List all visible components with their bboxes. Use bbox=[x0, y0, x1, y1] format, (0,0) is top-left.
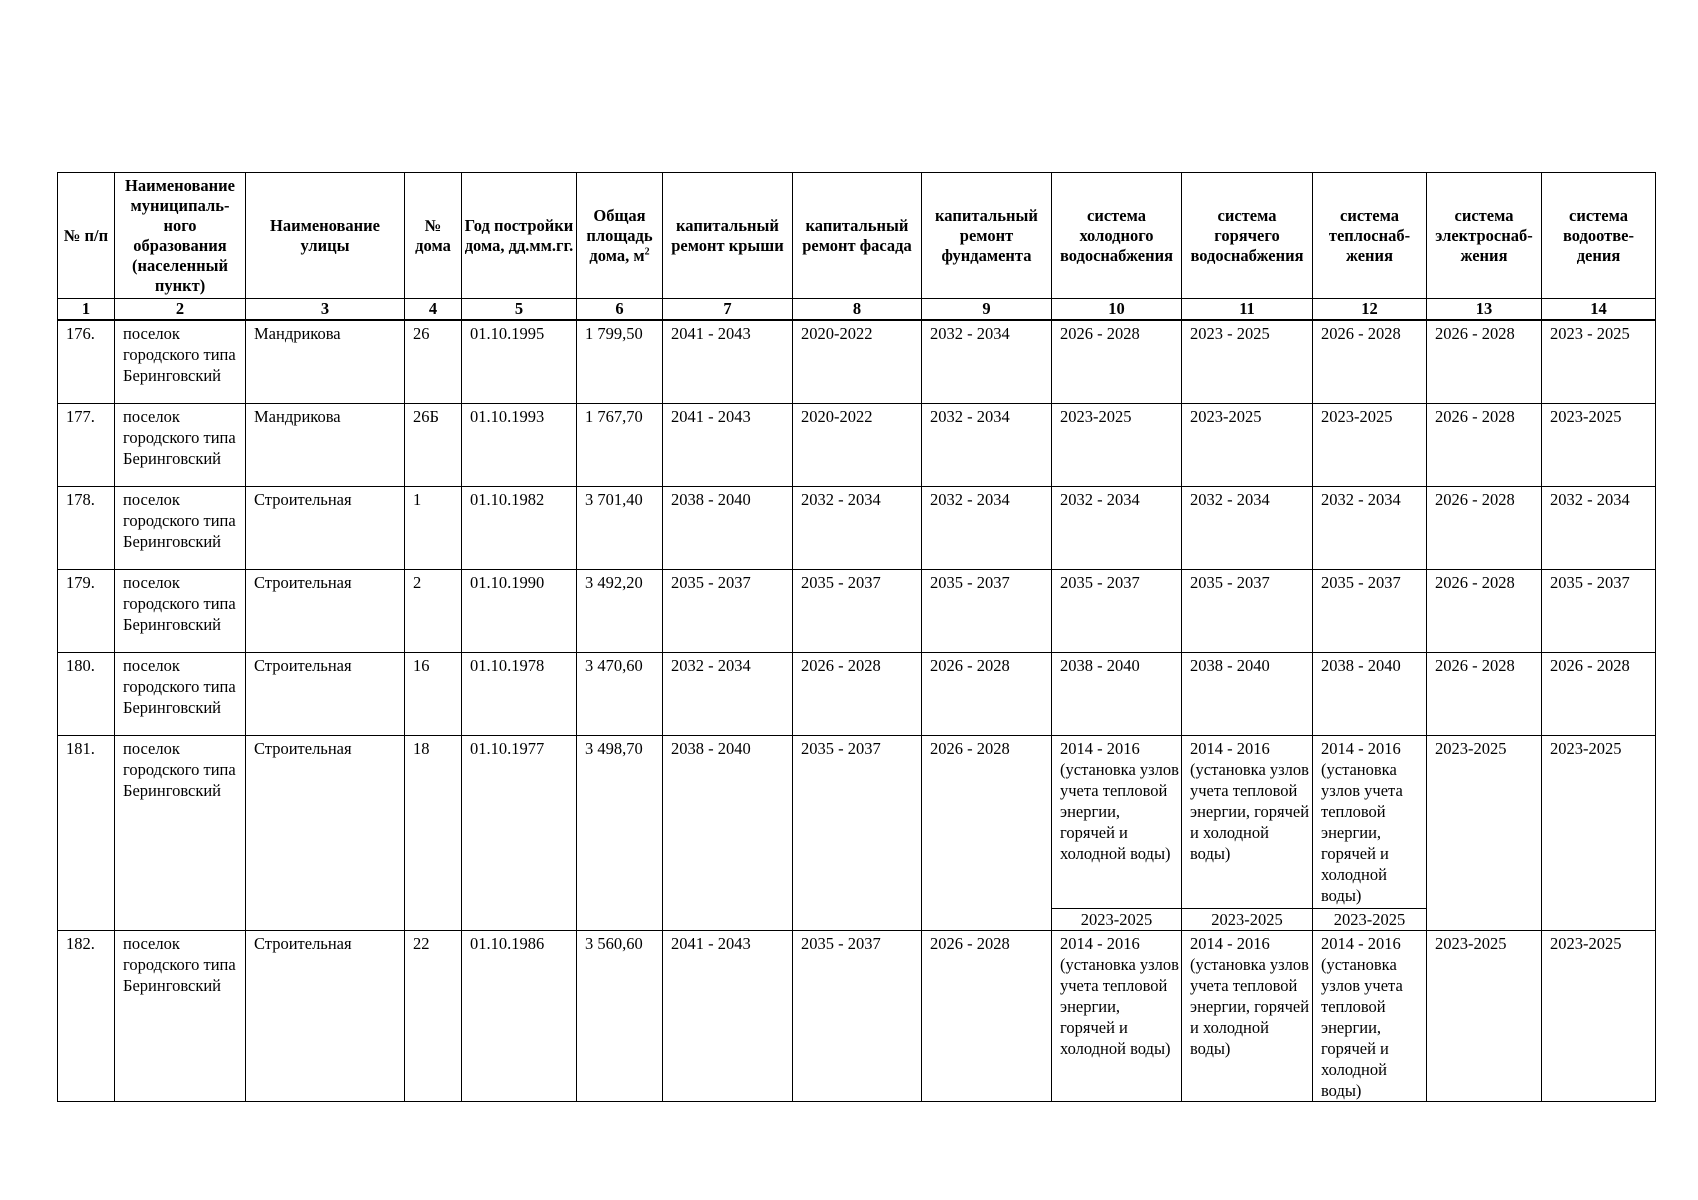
column-number: 2 bbox=[115, 299, 246, 321]
cell-cold-water-2: 2023-2025 bbox=[1052, 909, 1182, 931]
header-facade: капитальный ремонт фасада bbox=[793, 173, 922, 299]
cell-electricity: 2026 - 2028 bbox=[1427, 653, 1542, 736]
cell-heating: 2026 - 2028 bbox=[1313, 320, 1427, 404]
cell-electricity: 2023-2025 bbox=[1427, 931, 1542, 1102]
cell-foundation: 2032 - 2034 bbox=[922, 404, 1052, 487]
cell-roof: 2035 - 2037 bbox=[663, 570, 793, 653]
header-electricity: система электроснаб-жения bbox=[1427, 173, 1542, 299]
cell-area: 3 492,20 bbox=[577, 570, 663, 653]
header-foundation: капитальный ремонт фундамента bbox=[922, 173, 1052, 299]
cell-foundation: 2026 - 2028 bbox=[922, 653, 1052, 736]
cell-roof: 2032 - 2034 bbox=[663, 653, 793, 736]
cell-heating: 2014 - 2016 (установка узлов учета тепловой энергии, горячей и холодной воды) bbox=[1313, 931, 1427, 1102]
header-area-sup: 2 bbox=[644, 246, 650, 257]
cell-drainage: 2026 - 2028 bbox=[1542, 653, 1656, 736]
cell-area: 3 470,60 bbox=[577, 653, 663, 736]
header-row bbox=[58, 173, 1656, 299]
cell-electricity: 2026 - 2028 bbox=[1427, 404, 1542, 487]
cell-year: 01.10.1982 bbox=[462, 487, 577, 570]
cell-street: Мандрикова bbox=[246, 404, 405, 487]
cell-electricity: 2026 - 2028 bbox=[1427, 570, 1542, 653]
cell-cold-water: 2023-2025 bbox=[1052, 404, 1182, 487]
header-hot-water: система горячего водоснабжения bbox=[1182, 173, 1313, 299]
column-number: 5 bbox=[462, 299, 577, 321]
column-number: 7 bbox=[663, 299, 793, 321]
cell-area: 3 701,40 bbox=[577, 487, 663, 570]
column-number: 10 bbox=[1052, 299, 1182, 321]
table-row bbox=[58, 570, 1656, 653]
cell-year: 01.10.1977 bbox=[462, 736, 577, 931]
cell-foundation: 2032 - 2034 bbox=[922, 320, 1052, 404]
cell-street: Строительная bbox=[246, 736, 405, 931]
cell-house: 1 bbox=[405, 487, 462, 570]
cell-settlement: поселок городского типа Беринговский bbox=[115, 736, 246, 931]
cell-roof: 2041 - 2043 bbox=[663, 931, 793, 1102]
cell-cold-water: 2014 - 2016 (установка узлов учета тепловой энергии, горячей и холодной воды) bbox=[1052, 931, 1182, 1102]
cell-house: 18 bbox=[405, 736, 462, 931]
cell-area: 1 799,50 bbox=[577, 320, 663, 404]
cell-facade: 2020-2022 bbox=[793, 320, 922, 404]
cell-heating: 2032 - 2034 bbox=[1313, 487, 1427, 570]
cell-number: 181. bbox=[58, 736, 115, 931]
cell-facade: 2035 - 2037 bbox=[793, 570, 922, 653]
cell-hot-water-2: 2023-2025 bbox=[1182, 909, 1313, 931]
cell-electricity: 2023-2025 bbox=[1427, 736, 1542, 931]
cell-year: 01.10.1995 bbox=[462, 320, 577, 404]
cell-hot-water: 2032 - 2034 bbox=[1182, 487, 1313, 570]
cell-facade: 2032 - 2034 bbox=[793, 487, 922, 570]
cell-house: 16 bbox=[405, 653, 462, 736]
cell-house: 26Б bbox=[405, 404, 462, 487]
header-settlement: Наименование муниципаль-ного образования (населенный пункт) bbox=[115, 173, 246, 299]
header-drainage: система водоотве-дения bbox=[1542, 173, 1656, 299]
header-street: Наименование улицы bbox=[246, 173, 405, 299]
cell-foundation: 2035 - 2037 bbox=[922, 570, 1052, 653]
cell-hot-water: 2038 - 2040 bbox=[1182, 653, 1313, 736]
cell-settlement: поселок городского типа Беринговский bbox=[115, 653, 246, 736]
cell-settlement: поселок городского типа Беринговский bbox=[115, 931, 246, 1102]
cell-hot-water: 2014 - 2016 (установка узлов учета тепловой энергии, горячей и холодной воды) bbox=[1182, 931, 1313, 1102]
cell-heating: 2023-2025 bbox=[1313, 404, 1427, 487]
cell-year: 01.10.1978 bbox=[462, 653, 577, 736]
cell-foundation: 2026 - 2028 bbox=[922, 736, 1052, 931]
cell-drainage: 2023 - 2025 bbox=[1542, 320, 1656, 404]
cell-street: Строительная bbox=[246, 931, 405, 1102]
cell-facade: 2035 - 2037 bbox=[793, 736, 922, 931]
cell-foundation: 2032 - 2034 bbox=[922, 487, 1052, 570]
cell-cold-water: 2014 - 2016 (установка узлов учета тепловой энергии, горячей и холодной воды) bbox=[1052, 736, 1182, 909]
table-row bbox=[58, 404, 1656, 487]
cell-electricity: 2026 - 2028 bbox=[1427, 320, 1542, 404]
header-house: № дома bbox=[405, 173, 462, 299]
cell-drainage: 2023-2025 bbox=[1542, 931, 1656, 1102]
table-row-182 bbox=[58, 931, 1656, 1102]
cell-foundation: 2026 - 2028 bbox=[922, 931, 1052, 1102]
header-area bbox=[577, 173, 663, 299]
header-year: Год постройки дома, дд.мм.гг. bbox=[462, 173, 577, 299]
cell-electricity: 2026 - 2028 bbox=[1427, 487, 1542, 570]
cell-drainage: 2023-2025 bbox=[1542, 404, 1656, 487]
cell-facade: 2026 - 2028 bbox=[793, 653, 922, 736]
cell-drainage: 2032 - 2034 bbox=[1542, 487, 1656, 570]
cell-settlement: поселок городского типа Беринговский bbox=[115, 404, 246, 487]
column-number: 11 bbox=[1182, 299, 1313, 321]
cell-roof: 2041 - 2043 bbox=[663, 320, 793, 404]
cell-year: 01.10.1990 bbox=[462, 570, 577, 653]
cell-settlement: поселок городского типа Беринговский bbox=[115, 570, 246, 653]
column-number: 1 bbox=[58, 299, 115, 321]
cell-area: 3 560,60 bbox=[577, 931, 663, 1102]
column-number: 4 bbox=[405, 299, 462, 321]
column-number: 13 bbox=[1427, 299, 1542, 321]
column-number: 6 bbox=[577, 299, 663, 321]
cell-hot-water: 2023-2025 bbox=[1182, 404, 1313, 487]
cell-roof: 2041 - 2043 bbox=[663, 404, 793, 487]
cell-hot-water: 2014 - 2016 (установка узлов учета тепловой энергии, горячей и холодной воды) bbox=[1182, 736, 1313, 909]
table-row-181 bbox=[58, 736, 1656, 909]
cell-heating: 2014 - 2016 (установка узлов учета тепловой энергии, горячей и холодной воды) bbox=[1313, 736, 1427, 909]
cell-number: 177. bbox=[58, 404, 115, 487]
cell-area: 1 767,70 bbox=[577, 404, 663, 487]
cell-street: Строительная bbox=[246, 653, 405, 736]
cell-cold-water: 2038 - 2040 bbox=[1052, 653, 1182, 736]
cell-facade: 2035 - 2037 bbox=[793, 931, 922, 1102]
cell-heating-2: 2023-2025 bbox=[1313, 909, 1427, 931]
column-number: 8 bbox=[793, 299, 922, 321]
table-row bbox=[58, 320, 1656, 404]
cell-roof: 2038 - 2040 bbox=[663, 736, 793, 931]
cell-cold-water: 2032 - 2034 bbox=[1052, 487, 1182, 570]
cell-year: 01.10.1986 bbox=[462, 931, 577, 1102]
header-cold-water: система холодного водоснабжения bbox=[1052, 173, 1182, 299]
cell-number: 176. bbox=[58, 320, 115, 404]
column-number: 14 bbox=[1542, 299, 1656, 321]
cell-year: 01.10.1993 bbox=[462, 404, 577, 487]
cell-cold-water: 2035 - 2037 bbox=[1052, 570, 1182, 653]
cell-hot-water: 2023 - 2025 bbox=[1182, 320, 1313, 404]
cell-number: 179. bbox=[58, 570, 115, 653]
table-row bbox=[58, 487, 1656, 570]
cell-hot-water: 2035 - 2037 bbox=[1182, 570, 1313, 653]
cell-street: Строительная bbox=[246, 570, 405, 653]
cell-house: 2 bbox=[405, 570, 462, 653]
cell-number: 178. bbox=[58, 487, 115, 570]
cell-heating: 2038 - 2040 bbox=[1313, 653, 1427, 736]
cell-street: Мандрикова bbox=[246, 320, 405, 404]
cell-roof: 2038 - 2040 bbox=[663, 487, 793, 570]
table-row bbox=[58, 653, 1656, 736]
cell-drainage: 2035 - 2037 bbox=[1542, 570, 1656, 653]
repair-schedule-table bbox=[57, 172, 1656, 1102]
column-number: 3 bbox=[246, 299, 405, 321]
cell-cold-water: 2026 - 2028 bbox=[1052, 320, 1182, 404]
cell-house: 22 bbox=[405, 931, 462, 1102]
cell-house: 26 bbox=[405, 320, 462, 404]
cell-settlement: поселок городского типа Беринговский bbox=[115, 320, 246, 404]
header-heating: система теплоснаб-жения bbox=[1313, 173, 1427, 299]
cell-number: 180. bbox=[58, 653, 115, 736]
column-number: 12 bbox=[1313, 299, 1427, 321]
cell-number: 182. bbox=[58, 931, 115, 1102]
column-number: 9 bbox=[922, 299, 1052, 321]
cell-drainage: 2023-2025 bbox=[1542, 736, 1656, 931]
header-roof: капитальный ремонт крыши bbox=[663, 173, 793, 299]
cell-settlement: поселок городского типа Беринговский bbox=[115, 487, 246, 570]
header-area-text: Общая площадь дома, м bbox=[586, 205, 653, 265]
column-number-row bbox=[58, 299, 1656, 321]
header-number: № п/п bbox=[58, 173, 115, 299]
cell-area: 3 498,70 bbox=[577, 736, 663, 931]
cell-street: Строительная bbox=[246, 487, 405, 570]
cell-heating: 2035 - 2037 bbox=[1313, 570, 1427, 653]
cell-facade: 2020-2022 bbox=[793, 404, 922, 487]
